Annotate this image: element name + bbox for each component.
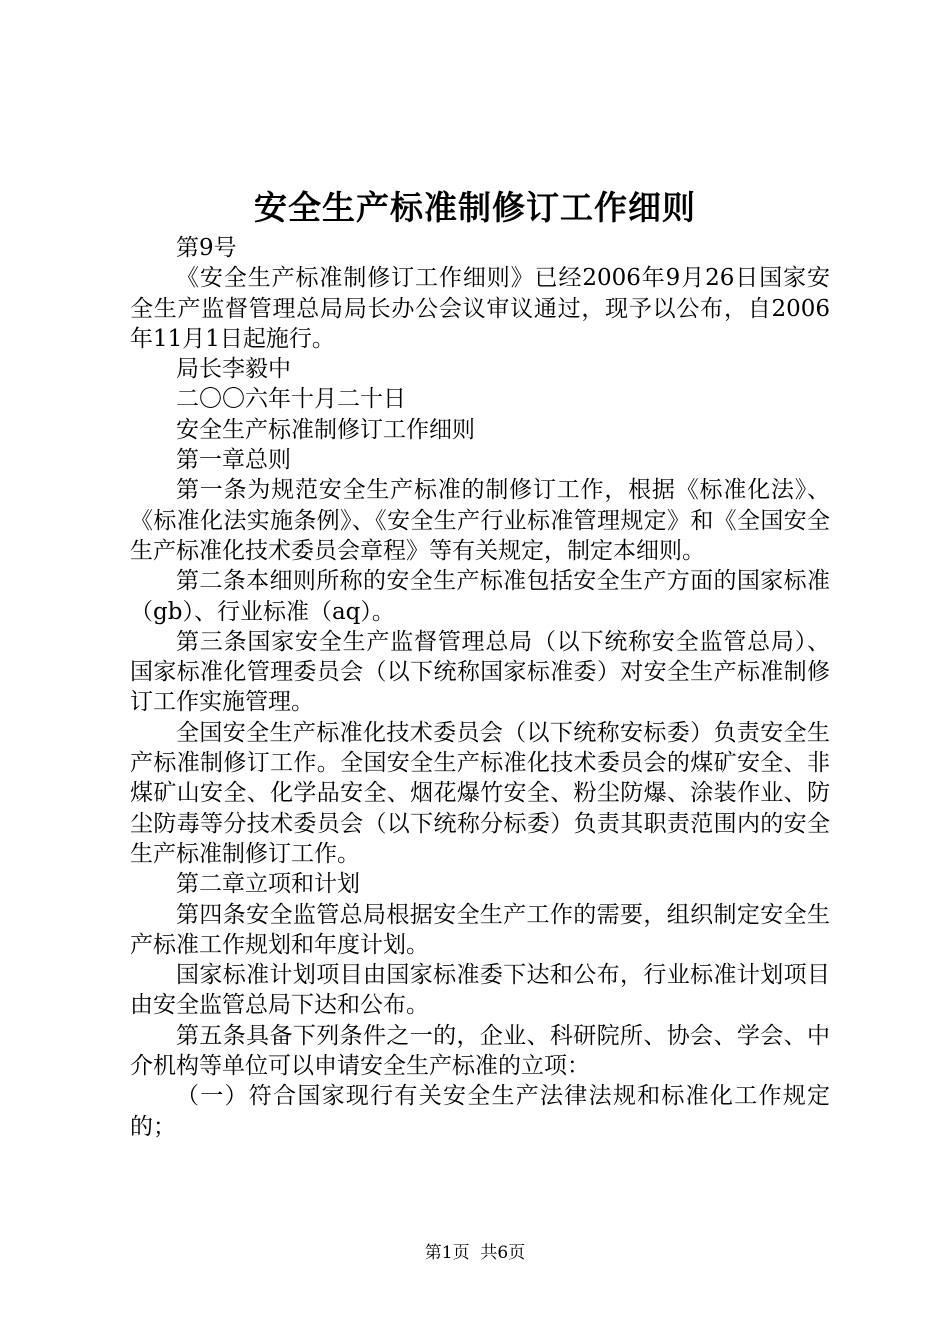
- document-title: 安全生产标准制修订工作细则: [254, 188, 696, 227]
- page-footer: [0, 1241, 950, 1265]
- article-paragraph: 第三条国家安全生产监督管理总局（以下统称安全监管总局）、国家标准化管理委员会（以下统称国家标准委）对安全生产标准制修订工作实施管理。: [130, 628, 830, 716]
- issue-date: 二〇〇六年十月二十日: [176, 386, 406, 413]
- page-total: 共6页: [480, 1243, 526, 1263]
- signatory: 局长李毅中: [176, 356, 291, 383]
- chapter-heading: 第二章立项和计划: [176, 871, 360, 898]
- article-paragraph: 第四条安全监管总局根据安全生产工作的需要，组织制定安全生产标准工作规划和年度计划。: [130, 901, 830, 958]
- article-paragraph: 第一条为规范安全生产标准的制修订工作，根据《标准化法》、《标准化法实施条例》、《安全生产行业标准管理规定》和《全国安全生产标准化技术委员会章程》等有关规定，制定本细则。: [130, 477, 830, 564]
- chapter-heading: 第一章总则: [176, 447, 291, 474]
- article-paragraph: 国家标准计划项目由国家标准委下达和公布，行业标准计划项目由安全监管总局下达和公布。: [130, 962, 830, 1019]
- promulgation-notice: 《安全生产标准制修订工作细则》已经2006年9月26日国家安全生产监督管理总局局长办公会议审议通过，现予以公布，自2006年11月1日起施行。: [130, 265, 830, 352]
- page-number: 第1页: [424, 1243, 470, 1263]
- issue-number: 第9号: [176, 235, 237, 261]
- document-body: [130, 233, 830, 1142]
- article-item: （一）符合国家现行有关安全生产法律法规和标准化工作规定的；: [130, 1083, 830, 1140]
- article-paragraph: 第五条具备下列条件之一的，企业、科研院所、协会、学会、中介机构等单位可以申请安全生产标准的立项：: [130, 1022, 830, 1080]
- article-paragraph: 第二条本细则所称的安全生产标准包括安全生产方面的国家标准（gb）、行业标准（aq）。: [130, 568, 830, 625]
- article-paragraph: 全国安全生产标准化技术委员会（以下统称安标委）负责安全生产标准制修订工作。全国安全生产标准化技术委员会的煤矿安全、非煤矿山安全、化学品安全、烟花爆竹安全、粉尘防爆、涂装作业、防尘防毒等分技术委员会（以下统称分标委）负责其职责范围内的安全生产标准制修订工作。: [130, 719, 830, 867]
- regulation-title: 安全生产标准制修订工作细则: [176, 416, 475, 443]
